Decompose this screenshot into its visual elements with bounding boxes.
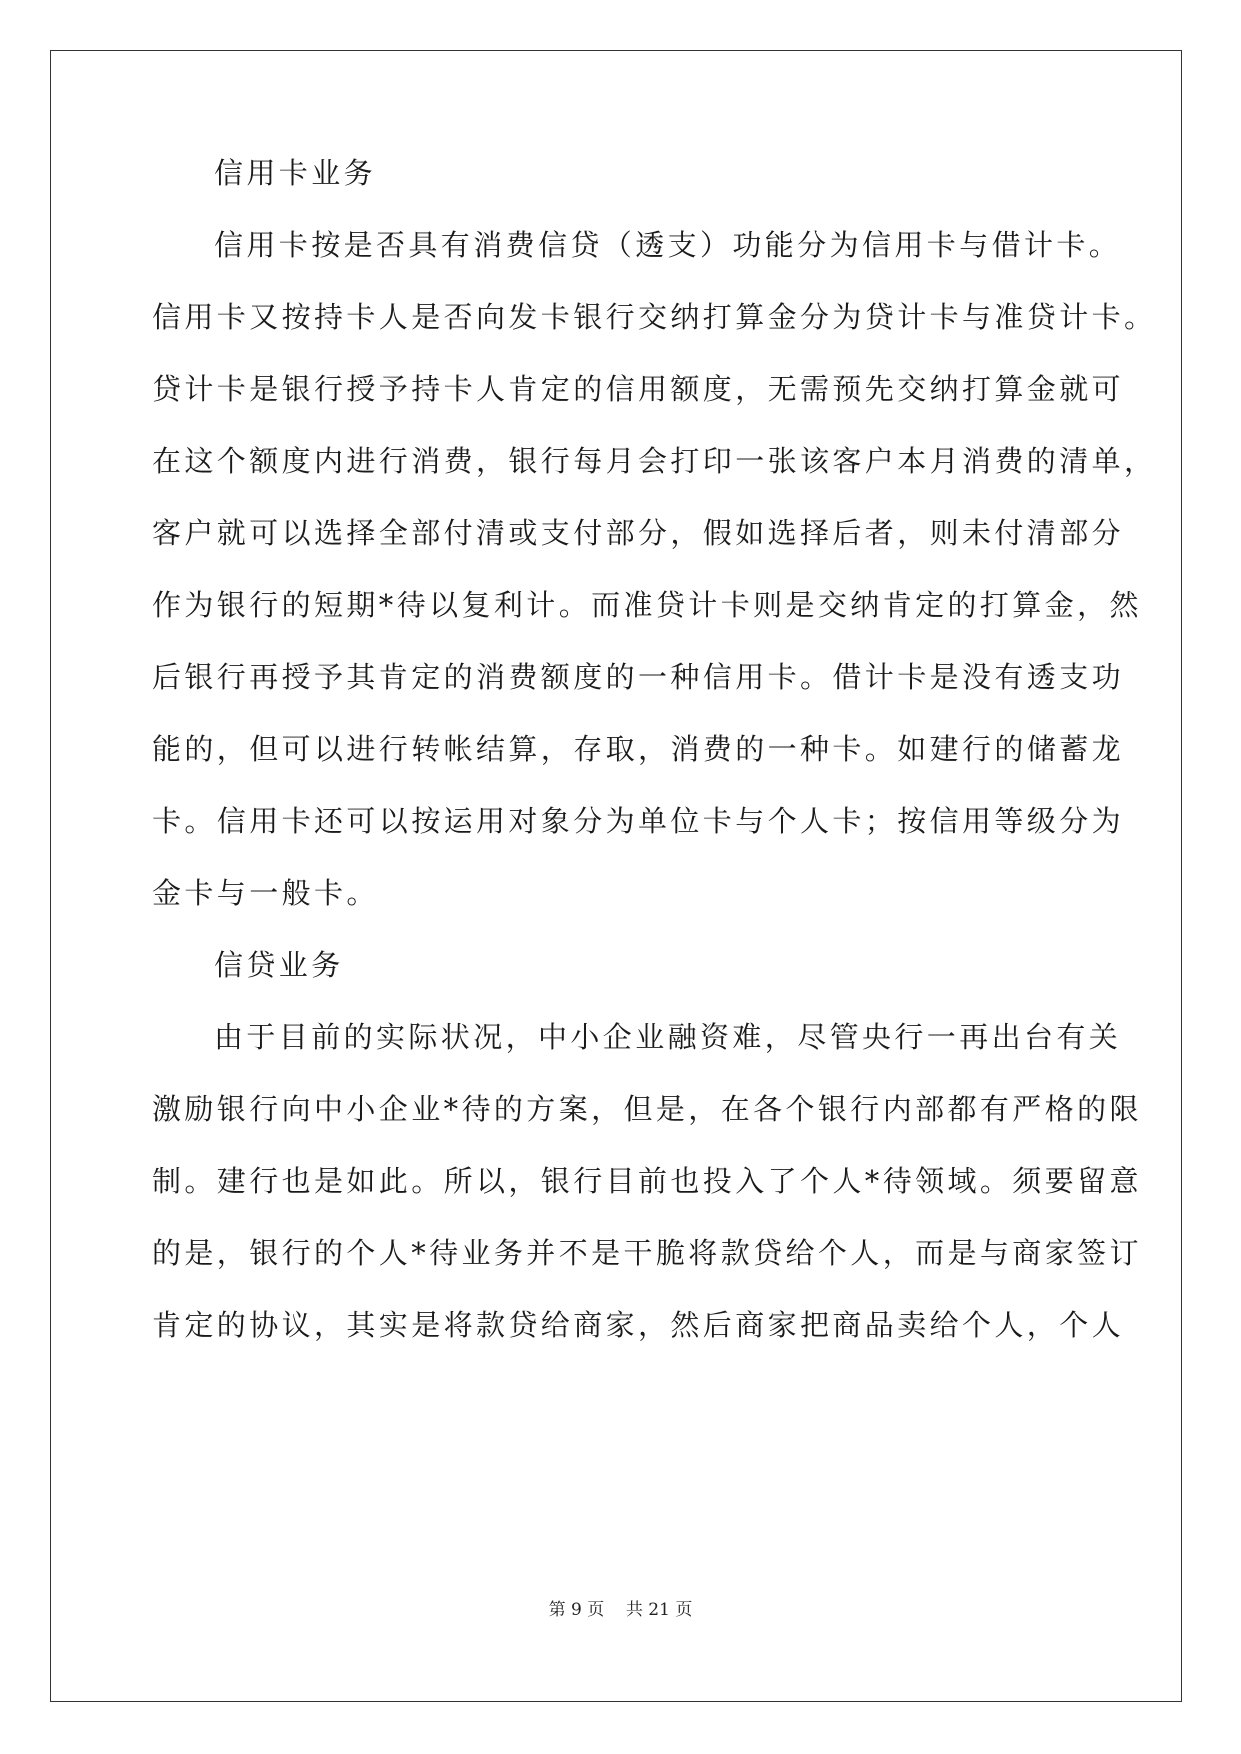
- heading-credit-loan: 信贷业务: [214, 948, 344, 982]
- paragraph-line: 卡。信用卡还可以按运用对象分为单位卡与个人卡；按信用等级分为: [152, 804, 1125, 838]
- paragraph-line: 由于目前的实际状况，中小企业融资难，尽管央行一再出台有关: [214, 1020, 1122, 1054]
- paragraph-line: 能的，但可以进行转帐结算，存取，消费的一种卡。如建行的储蓄龙: [152, 732, 1125, 766]
- paragraph-line: 制。建行也是如此。所以，银行目前也投入了个人*待领域。须要留意: [152, 1164, 1142, 1198]
- paragraph-line: 肯定的协议，其实是将款贷给商家，然后商家把商品卖给个人，个人: [152, 1308, 1125, 1342]
- paragraph-line: 激励银行向中小企业*待的方案，但是，在各个银行内部都有严格的限: [152, 1092, 1142, 1126]
- paragraph-line: 后银行再授予其肯定的消费额度的一种信用卡。借计卡是没有透支功: [152, 660, 1125, 694]
- paragraph-line: 客户就可以选择全部付清或支付部分，假如选择后者，则未付清部分: [152, 516, 1125, 550]
- paragraph-line: 贷计卡是银行授予持卡人肯定的信用额度，无需预先交纳打算金就可: [152, 372, 1125, 406]
- page-number: 第 9 页 共 21 页: [548, 1600, 693, 1620]
- paragraph-line: 作为银行的短期*待以复利计。而准贷计卡则是交纳肯定的打算金，然: [152, 588, 1142, 622]
- page-footer: [0, 1598, 1241, 1622]
- paragraph-line: 在这个额度内进行消费，银行每月会打印一张该客户本月消费的清单，: [152, 444, 1157, 478]
- paragraph-line: 的是，银行的个人*待业务并不是干脆将款贷给个人，而是与商家签订: [152, 1236, 1142, 1270]
- paragraph-line: 金卡与一般卡。: [152, 876, 379, 910]
- paragraph-line: 信用卡按是否具有消费信贷（透支）功能分为信用卡与借计卡。: [214, 228, 1122, 262]
- paragraph-line: 信用卡又按持卡人是否向发卡银行交纳打算金分为贷计卡与准贷计卡。: [152, 300, 1157, 334]
- heading-credit-card: 信用卡业务: [214, 156, 377, 190]
